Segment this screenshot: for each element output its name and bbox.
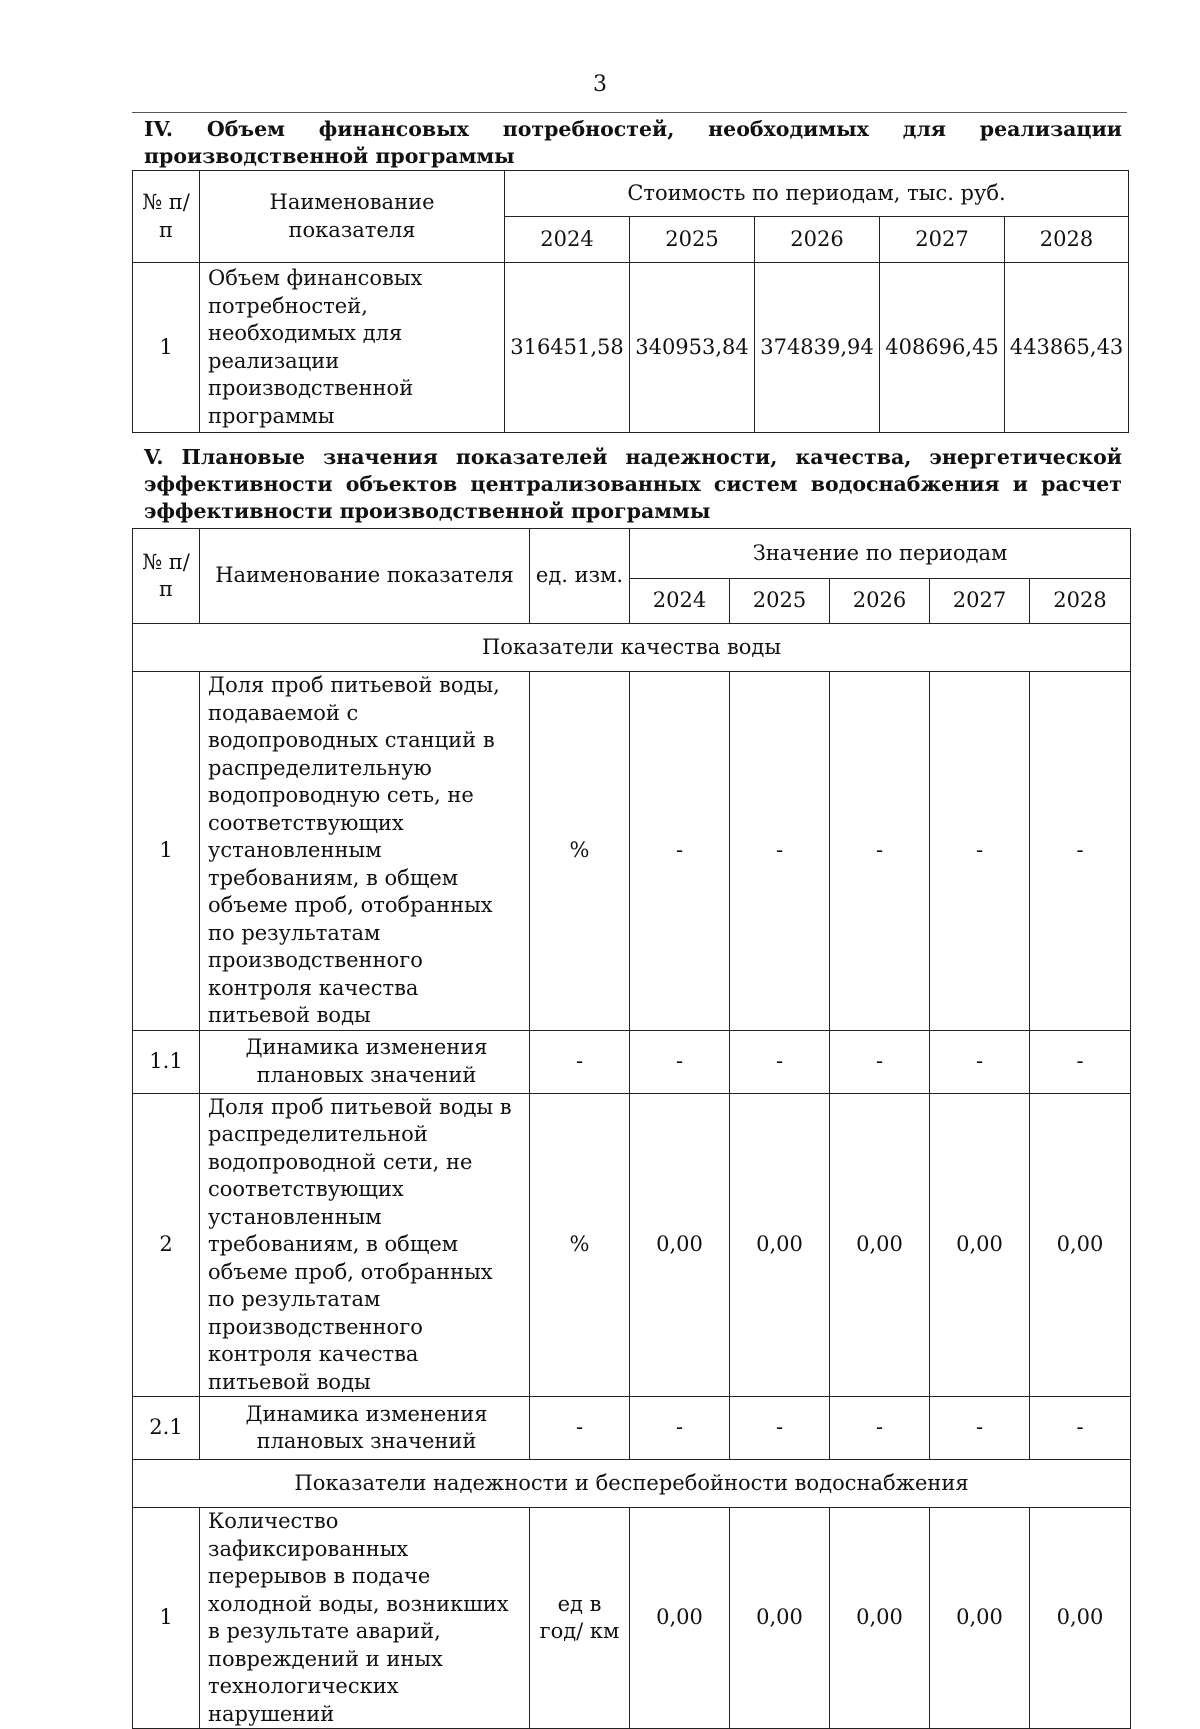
row-value: 0,00 [930, 1508, 1030, 1729]
header-year: 2026 [830, 579, 930, 624]
row-num: 1.1 [133, 1030, 200, 1093]
row-value: 0,00 [630, 1093, 730, 1397]
row-value: - [630, 1397, 730, 1460]
row-value: - [930, 1397, 1030, 1460]
header-year: 2028 [1005, 217, 1129, 263]
header-year: 2025 [730, 579, 830, 624]
row-value: - [630, 672, 730, 1031]
header-values: Значение по периодам [630, 529, 1131, 579]
row-num: 1 [133, 1508, 200, 1729]
table-row [133, 1397, 1131, 1460]
page-number: 3 [593, 72, 607, 97]
group-title: Показатели надежности и бесперебойности водоснабжения [133, 1460, 1131, 1508]
group-row-water-quality [133, 624, 1131, 672]
row-value: 0,00 [630, 1508, 730, 1729]
header-year: 2028 [1030, 579, 1131, 624]
header-year: 2025 [630, 217, 755, 263]
table-row [133, 263, 1129, 433]
table-row [133, 1508, 1131, 1729]
financial-needs-table [132, 170, 1129, 433]
row-num: 2 [133, 1093, 200, 1397]
row-name: Количество зафиксированных перерывов в подаче холодной воды, возникших в результате аварий, повреждений и иных технологических нарушений [200, 1508, 530, 1729]
row-value: - [830, 672, 930, 1031]
row-unit: ед в год/ км [530, 1508, 630, 1729]
row-name: Доля проб питьевой воды в распределительной водопроводной сети, не соответствующих установленным требованиям, в общем объеме проб, отобранных по результатам производственного контроля качества питьевой воды [200, 1093, 530, 1397]
row-unit: % [530, 672, 630, 1031]
indicators-table [132, 528, 1131, 1729]
header-year: 2024 [630, 579, 730, 624]
header-rule [132, 112, 1127, 113]
row-value: - [730, 1030, 830, 1093]
header-year: 2024 [505, 217, 630, 263]
row-value: - [730, 672, 830, 1031]
header-year: 2027 [930, 579, 1030, 624]
header-name: Наименование показателя [200, 529, 530, 624]
header-num: № п/п [133, 171, 200, 263]
row-name: Динамика изменения плановых значений [200, 1030, 530, 1093]
row-num: 1 [133, 672, 200, 1031]
row-value: 0,00 [830, 1093, 930, 1397]
row-value: - [1030, 672, 1131, 1031]
table-row [133, 672, 1131, 1031]
row-value: 0,00 [730, 1093, 830, 1397]
row-num: 2.1 [133, 1397, 200, 1460]
row-name: Доля проб питьевой воды, подаваемой с водопроводных станций в распределительную водопроводную сеть, не соответствующих установленным требованиям, в общем объеме проб, отобранных по результатам производственного контроля качества питьевой воды [200, 672, 530, 1031]
row-value: 374839,94 [755, 263, 880, 433]
row-value: 408696,45 [880, 263, 1005, 433]
row-value: 0,00 [1030, 1508, 1131, 1729]
header-num: № п/п [133, 529, 200, 624]
row-value: - [930, 1030, 1030, 1093]
row-value: 0,00 [930, 1093, 1030, 1397]
row-name: Объем финансовых потребностей, необходимых для реализации производственной программы [200, 263, 505, 433]
row-unit: % [530, 1093, 630, 1397]
header-unit: ед. изм. [530, 529, 630, 624]
row-value: - [1030, 1397, 1131, 1460]
row-value: - [730, 1397, 830, 1460]
row-value: 443865,43 [1005, 263, 1129, 433]
header-name: Наименование показателя [200, 171, 505, 263]
row-value: - [630, 1030, 730, 1093]
group-title: Показатели качества воды [133, 624, 1131, 672]
section-4-heading: IV. Объем финансовых потребностей, необходимых для реализации производственной программы [144, 117, 1122, 168]
header-cost: Стоимость по периодам, тыс. руб. [505, 171, 1129, 217]
row-value: - [930, 672, 1030, 1031]
row-value: 316451,58 [505, 263, 630, 433]
row-value: - [1030, 1030, 1131, 1093]
section-5-heading: V. Плановые значения показателей надежности, качества, энергетической эффективности объектов централизованных систем водоснабжения и расчет эффективности производственной программы [144, 445, 1122, 523]
table-row [133, 1093, 1131, 1397]
row-unit: - [530, 1030, 630, 1093]
row-value: - [830, 1030, 930, 1093]
table-row [133, 1030, 1131, 1093]
row-name: Динамика изменения плановых значений [200, 1397, 530, 1460]
row-value: 0,00 [1030, 1093, 1131, 1397]
group-row-reliability [133, 1460, 1131, 1508]
row-value: 0,00 [830, 1508, 930, 1729]
row-num: 1 [133, 263, 200, 433]
row-value: 0,00 [730, 1508, 830, 1729]
row-value: - [830, 1397, 930, 1460]
header-year: 2027 [880, 217, 1005, 263]
row-unit: - [530, 1397, 630, 1460]
header-year: 2026 [755, 217, 880, 263]
row-value: 340953,84 [630, 263, 755, 433]
